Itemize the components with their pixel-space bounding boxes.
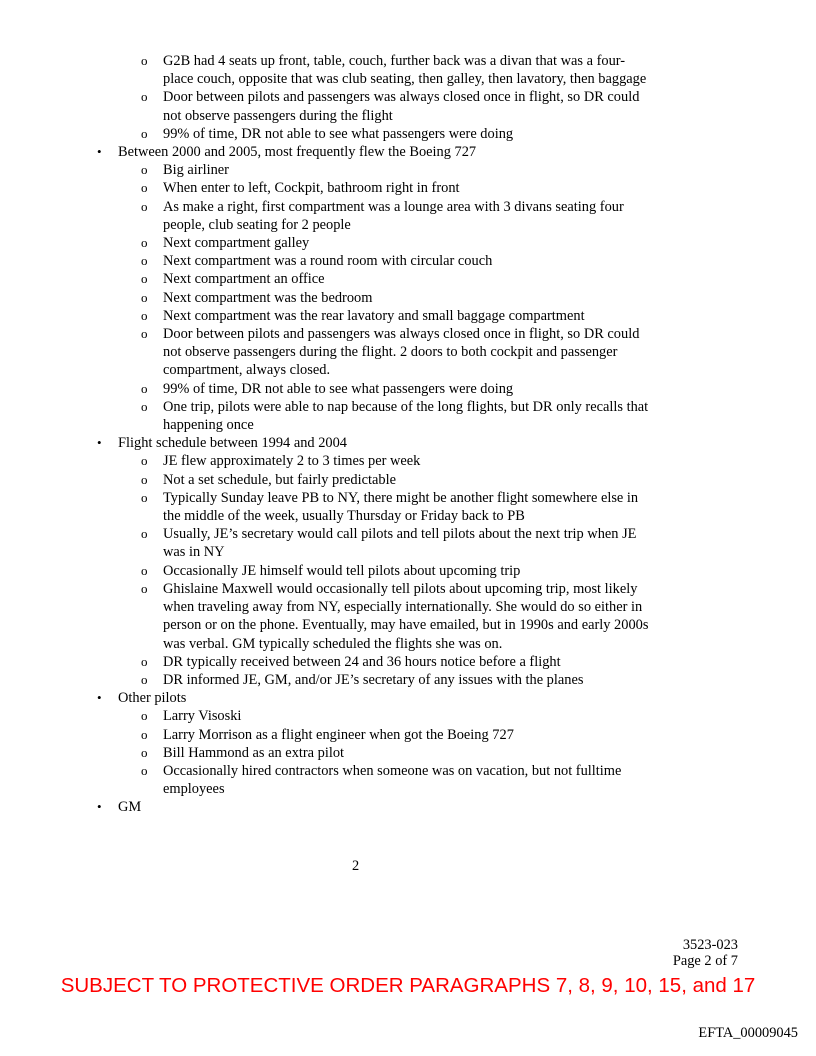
bullet-item: • Other pilots: [118, 689, 658, 707]
sub-bullet-item: o Door between pilots and passengers was always closed once in flight, so DR could not observe passengers during the flight: [163, 88, 655, 124]
bullet-item: • GM: [118, 798, 658, 816]
document-number: 3523-023: [682, 937, 738, 953]
sub-bullet-item: o When enter to left, Cockpit, bathroom right in front: [163, 179, 655, 197]
sub-bullet-item: o Next compartment an office: [163, 270, 655, 288]
sub-bullet-item: o DR informed JE, GM, and/or JE’s secretary of any issues with the planes: [163, 671, 655, 689]
sub-bullet-item: o Next compartment galley: [163, 234, 655, 252]
sub-bullet-item: o As make a right, first compartment was a lounge area with 3 divans seating four people, club seating for 2 people: [163, 198, 655, 234]
sub-bullet-item: o Occasionally hired contractors when someone was on vacation, but not fulltime employees: [163, 762, 655, 798]
sub-bullet-item: o Next compartment was the rear lavatory and small baggage compartment: [163, 307, 655, 325]
sub-bullet-item: o Next compartment was the bedroom: [163, 289, 655, 307]
sub-bullet-item: o 99% of time, DR not able to see what passengers were doing: [163, 380, 655, 398]
bullet-item: • Between 2000 and 2005, most frequently flew the Boeing 727: [118, 143, 658, 161]
sub-bullet-item: o Not a set schedule, but fairly predictable: [163, 471, 655, 489]
page-number: 2: [352, 858, 360, 874]
bates-number: EFTA_00009045: [698, 1025, 798, 1041]
sub-bullet-item: o Larry Visoski: [163, 707, 655, 725]
sub-bullet-item: o 99% of time, DR not able to see what passengers were doing: [163, 125, 655, 143]
sub-bullet-item: o Next compartment was a round room with circular couch: [163, 252, 655, 270]
page-of-label: Page 2 of 7: [672, 953, 738, 969]
document-id-block: [673, 937, 738, 969]
sub-bullet-item: o Typically Sunday leave PB to NY, there might be another flight somewhere else in the middle of the week, usually Thursday or Friday back to PB: [163, 489, 655, 525]
sub-bullet-item: o Occasionally JE himself would tell pilots about upcoming trip: [163, 562, 655, 580]
sub-bullet-item: o Ghislaine Maxwell would occasionally tell pilots about upcoming trip, most likely when traveling away from NY, especially internationally. She would do so either in person or on the phone. Eventually, may have emailed, but in 1990s and early 2000s was verbal. GM typically scheduled the flights she was on.: [163, 580, 655, 653]
sub-bullet-item: o Usually, JE’s secretary would call pilots and tell pilots about the next trip when JE was in NY: [163, 525, 655, 561]
sub-bullet-item: o Bill Hammond as an extra pilot: [163, 744, 655, 762]
bullet-item: • Flight schedule between 1994 and 2004: [118, 434, 658, 452]
sub-bullet-item: o Door between pilots and passengers was always closed once in flight, so DR could not observe passengers during the flight. 2 doors to both cockpit and passenger compartment, always closed.: [163, 325, 655, 380]
protective-order-notice: SUBJECT TO PROTECTIVE ORDER PARAGRAPHS 7, 8, 9, 10, 15, and 17: [60, 974, 756, 997]
sub-bullet-item: o JE flew approximately 2 to 3 times per week: [163, 452, 655, 470]
sub-bullet-item: o DR typically received between 24 and 36 hours notice before a flight: [163, 653, 655, 671]
document-body: [0, 52, 816, 817]
sub-bullet-item: o G2B had 4 seats up front, table, couch, further back was a divan that was a four-place couch, opposite that was club seating, then galley, then lavatory, then baggage: [163, 52, 655, 88]
sub-bullet-item: o Big airliner: [163, 161, 655, 179]
sub-bullet-item: o One trip, pilots were able to nap because of the long flights, but DR only recalls that happening once: [163, 398, 655, 434]
sub-bullet-item: o Larry Morrison as a flight engineer when got the Boeing 727: [163, 726, 655, 744]
